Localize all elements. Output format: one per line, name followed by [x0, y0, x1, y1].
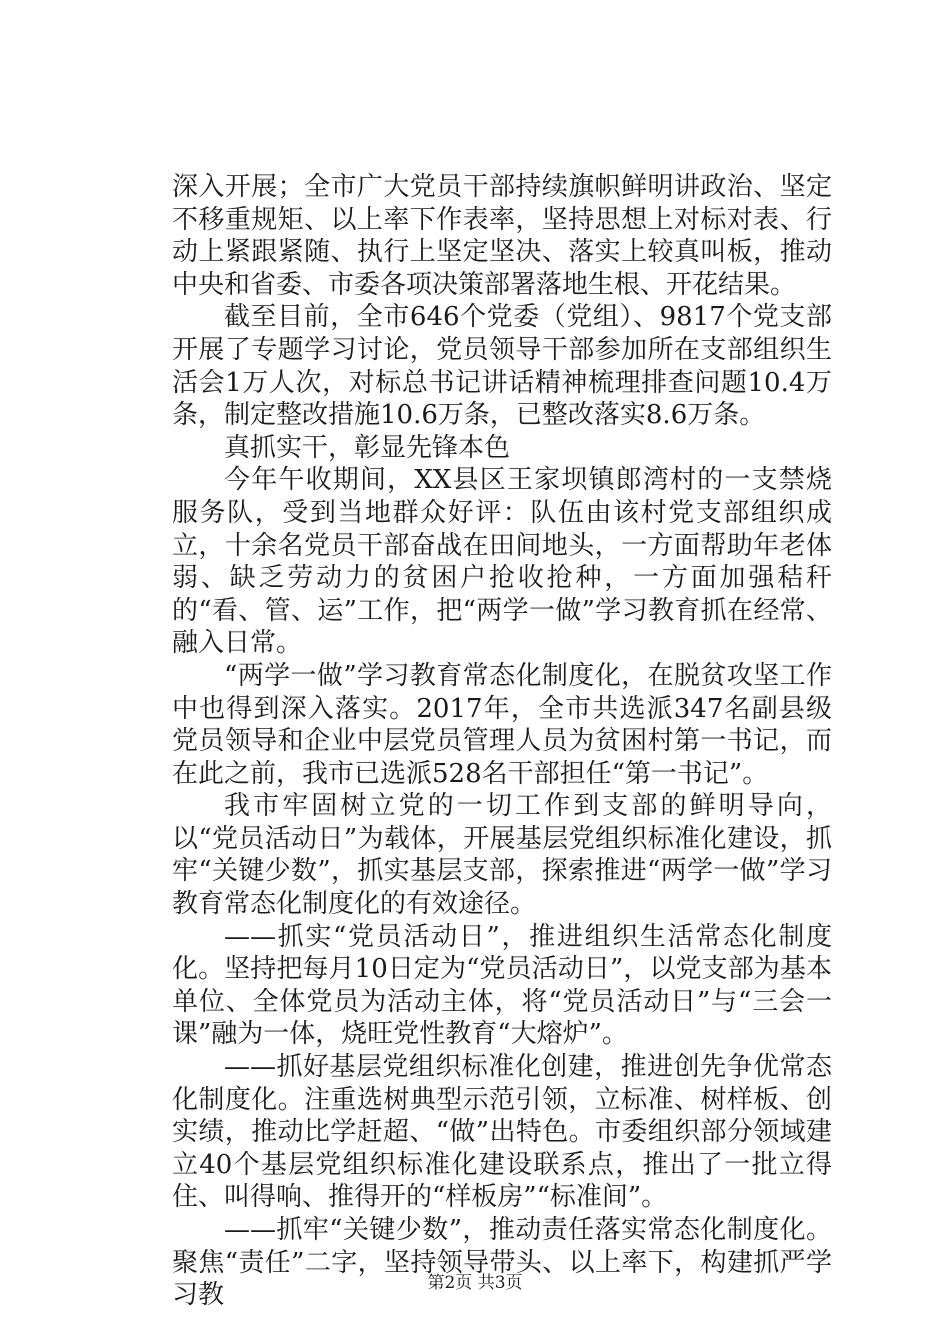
- page-footer: 第2页 共3页: [427, 1273, 523, 1293]
- paragraph-1: 深入开展；全市广大党员干部持续旗帜鲜明讲政治、坚定不移重规矩、以上率下作表率，坚持思想上对标对表、行动上紧跟紧随、执行上坚定坚决、落实上较真叫板，推动中央和省委、市委各项决策部署落地生根、开花结果。: [172, 172, 832, 300]
- paragraph-7: ——抓好基层党组织标准化创建，推进创先争优常态化制度化。注重选树典型示范引领，立标准、树样板、创实绩，推动比学赶超、“做”出特色。市委组织部分领域建立40个基层党组织标准化建设联系点，推出了一批立得住、叫得响、推得开的“样板房”“标准间”。: [172, 1052, 832, 1213]
- paragraph-6: ——抓实“党员活动日”，推进组织生活常态化制度化。坚持把每月10日定为“党员活动日”，以党支部为基本单位、全体党员为活动主体，将“党员活动日”与“三会一课”融为一体，烧旺党性教育“大熔炉”。: [172, 921, 832, 1050]
- section-heading: 真抓实干，彰显先锋本色: [224, 432, 511, 463]
- paragraph-5: 我市牢固树立党的一切工作到支部的鲜明导向，以“党员活动日”为载体，开展基层党组织标准化建设，抓牢“关键少数”，抓实基层支部，探索推进“两学一做”学习教育常态化制度化的有效途径。: [172, 791, 832, 920]
- paragraph-8: ——抓牢“关键少数”，推动责任落实常态化制度化。聚焦“责任”二字，坚持领导带头、以上率下，构建抓严学习教: [172, 1215, 832, 1311]
- document-body: [172, 171, 832, 1312]
- paragraph-4: “两学一做”学习教育常态化制度化，在脱贫攻坚工作中也得到深入落实。2017年，全市共选派347名副县级党员领导和企业中层党员管理人员为贫困村第一书记，而在此之前，我市已选派528名干部担任“第一书记”。: [172, 660, 832, 789]
- paragraph-2: 截至目前，全市646个党委（党组）、9817个党支部开展了专题学习讨论，党员领导干部参加所在支部组织生活会1万人次，对标总书记讲话精神梳理排查问题10.4万条，制定整改措施10.6万条，已整改落实8.6万条。: [172, 302, 832, 431]
- paragraph-3: 今年午收期间，XX县区王家坝镇郎湾村的一支禁烧服务队，受到当地群众好评：队伍由该村党支部组织成立，十余名党员干部奋战在田间地头，一方面帮助年老体弱、缺乏劳动力的贫困户抢收抢种，一方面加强秸秆的“看、管、运”工作，把“两学一做”学习教育抓在经常、融入日常。: [172, 465, 832, 659]
